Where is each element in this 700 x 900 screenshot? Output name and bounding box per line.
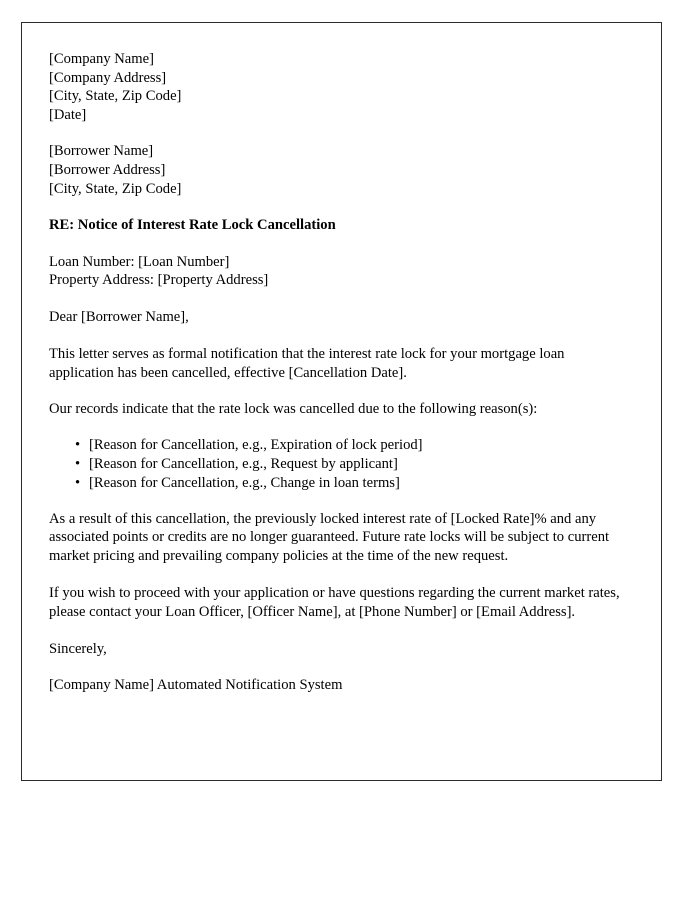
list-item bbox=[49, 455, 630, 474]
body-paragraph-1: This letter serves as formal notification that the interest rate lock for your mortgage loan application has been cancelled, effective [Cancellation Date]. bbox=[49, 345, 565, 381]
reason-text: [Reason for Cancellation, e.g., Change in loan terms] bbox=[89, 474, 400, 491]
subject-line: RE: Notice of Interest Rate Lock Cancellation bbox=[49, 217, 336, 234]
list-item bbox=[49, 436, 630, 455]
bullet-icon: • bbox=[75, 474, 81, 491]
reason-text: [Reason for Cancellation, e.g., Expiration of lock period] bbox=[89, 437, 423, 454]
recipient-address-block bbox=[49, 142, 630, 198]
cancellation-reasons-list bbox=[49, 436, 630, 492]
sender-company-name: [Company Name] bbox=[49, 51, 154, 67]
loan-reference-block bbox=[49, 253, 630, 290]
document-page bbox=[21, 22, 662, 781]
spacer bbox=[49, 198, 630, 216]
borrower-name: [Borrower Name] bbox=[49, 143, 154, 160]
spacer bbox=[49, 382, 630, 400]
bullet-icon: • bbox=[75, 437, 81, 454]
salutation: Dear [Borrower Name], bbox=[49, 308, 189, 325]
property-address-line: Property Address: [Property Address] bbox=[49, 272, 269, 289]
spacer bbox=[49, 658, 630, 676]
spacer bbox=[49, 235, 630, 253]
bullet-icon: • bbox=[75, 455, 81, 472]
sender-address-block bbox=[49, 50, 630, 124]
closing-salutation: Sincerely, bbox=[49, 640, 107, 657]
loan-number-line: Loan Number: [Loan Number] bbox=[49, 253, 230, 270]
spacer bbox=[49, 622, 630, 640]
borrower-city-state-zip: [City, State, Zip Code] bbox=[49, 180, 182, 197]
reason-text: [Reason for Cancellation, e.g., Request by applicant] bbox=[89, 455, 398, 472]
spacer bbox=[49, 566, 630, 584]
body-paragraph-2: Our records indicate that the rate lock was cancelled due to the following reason(s): bbox=[49, 401, 538, 418]
borrower-address: [Borrower Address] bbox=[49, 161, 166, 178]
spacer bbox=[49, 290, 630, 308]
letter-content bbox=[49, 50, 630, 695]
letter-date: [Date] bbox=[49, 106, 87, 123]
spacer bbox=[49, 419, 630, 436]
spacer bbox=[49, 327, 630, 345]
spacer bbox=[49, 124, 630, 142]
sender-company-address: [Company Address] bbox=[49, 69, 167, 86]
list-item bbox=[49, 474, 630, 493]
sender-city-state-zip: [City, State, Zip Code] bbox=[49, 88, 182, 105]
body-paragraph-4: If you wish to proceed with your application or have questions regarding the current market rates, please contact your Loan Officer, [Officer Name], at [Phone Number] or [Email Address]. bbox=[49, 584, 620, 620]
body-paragraph-3: As a result of this cancellation, the previously locked interest rate of [Locked Rate]% and any associated points or credits are no longer guaranteed. Future rate locks will be subject to current market pricing and prevailing company policies at the time of the new request. bbox=[49, 510, 610, 565]
spacer bbox=[49, 493, 630, 510]
signature-line: [Company Name] Automated Notification System bbox=[49, 677, 343, 694]
